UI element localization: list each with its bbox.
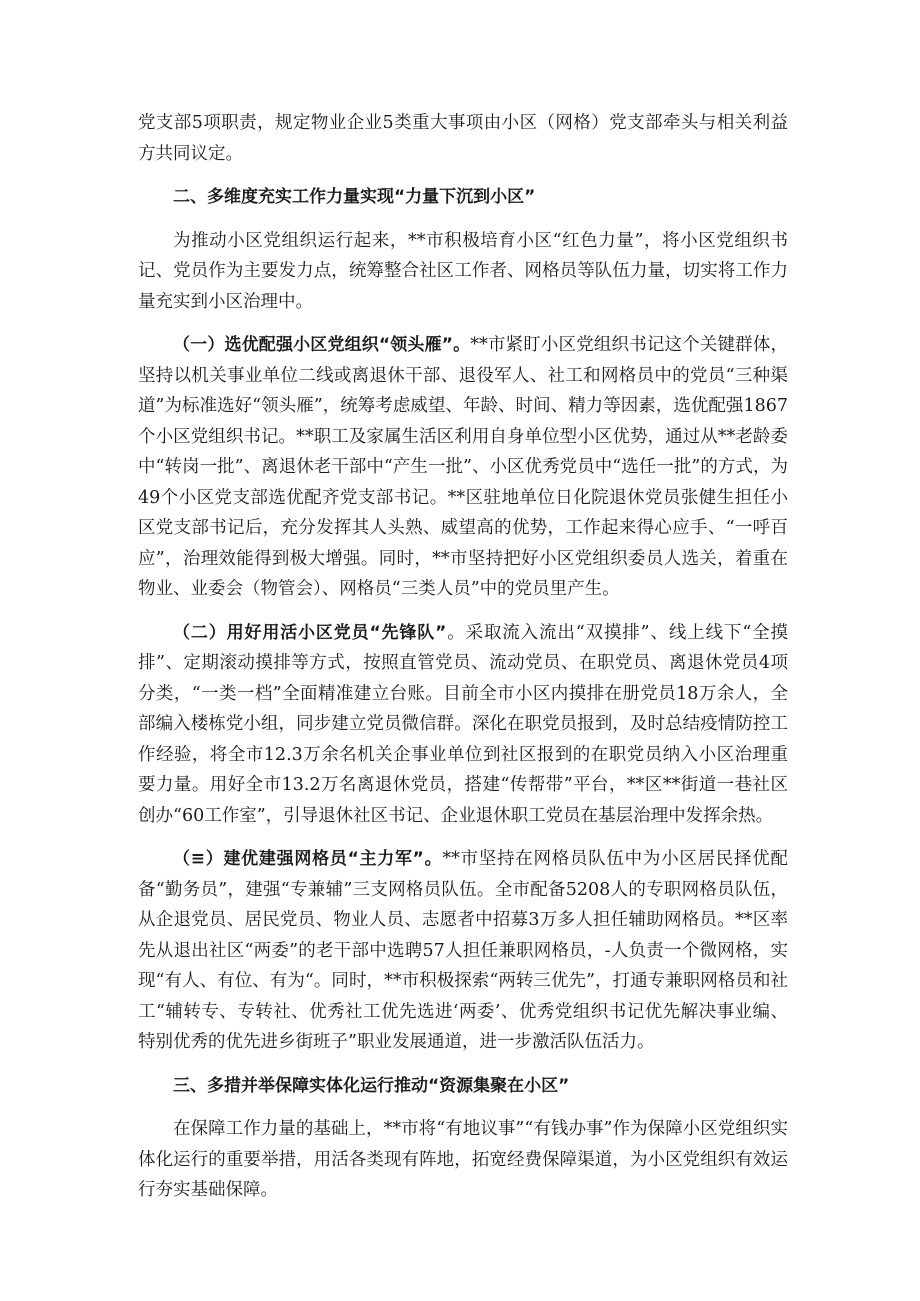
document-body: [138, 108, 788, 1219]
section-heading-3: [138, 1071, 788, 1102]
subsection-title: （一）选优配强小区党组织“领头雁”。: [173, 335, 471, 355]
section-3-intro: [138, 1114, 788, 1206]
subsection-title: （二）用好用活小区党员“先锋队”: [173, 622, 447, 643]
heading-text: 二、多维度充实工作力量实现“力量下沉到小区”: [173, 187, 536, 207]
subsection-body: **市紧盯小区党组织书记这个关键群体，坚持以机关事业单位二线或离退休干部、退役军人、社工和网格员中的党员“三种渠道”为标准选好“领头雁”，统筹考虑威望、年龄、时间、精力等因素，选优配强1867个小区党组织书记。**职工及家属生活区利用自身单位型小区优势，通过从**老龄委中“转岗一批”、离退休老干部中“产生一批”、小区优秀党员中“选任一批”的方式，为49个小区党支部选优配齐党支部书记。**区驻地单位日化院退休党员张健生担任小区党支部书记后，充分发挥其人头熟、威望高的优势，工作起来得心应手、“一呼百应”，治理效能得到极大增强。同时，**市坚持把好小区党组织委员人选关，着重在物业、业委会（物管会）、网格员“三类人员”中的党员里产生。: [138, 335, 788, 599]
subsection-2: [138, 618, 788, 832]
subsection-body: **市坚持在网格员队伍中为小区居民择优配备“勤务员”，建强“专兼辅”三支网格员队伍。全市配备5208人的专职网格员队伍，从企退党员、居民党员、物业人员、志愿者中招募3万多人担任辅助网格员。**区率先从退出社区“两委”的老干部中选聘57人担任兼职网格员，-人负责一个微网格，实现“有人、有位、有为“。同时，**市积极探索“两转三优先”，打通专兼职网格员和社工“辅转专、专转社、优秀社工优先选进‘两委’、优秀党组织书记优先解决事业编、特别优秀的优先进乡街班子”职业发展通道，进一步激活队伍活力。: [138, 849, 788, 1052]
subsection-3: [138, 844, 788, 1058]
continued-paragraph: [138, 108, 788, 169]
paragraph-text: 在保障工作力量的基础上，**市将“有地议事”“有钱办事”作为保障小区党组织实体化运行的重要举措，用活各类现有阵地，拓宽经费保障渠道，为小区党组织有效运行夯实基础保障。: [138, 1119, 788, 1200]
paragraph-text: 党支部5项职责，规定物业企业5类重大事项由小区（网格）党支部牵头与相关利益方共同议定。: [138, 113, 788, 164]
subsection-1: [138, 330, 788, 605]
subsection-body: 。采取流入流出“双摸排”、线上线下“全摸排”、定期滚动摸排等方式，按照直管党员、流动党员、在职党员、离退休党员4项分类，“一类一档”全面精准建立台账。目前全市小区内摸排在册党员18万余人，全部编入楼栋党小组，同步建立党员微信群。深化在职党员报到，及时总结疫情防控工作经验，将全市12.3万余名机关企事业单位到社区报到的在职党员纳入小区治理重要力量。用好全市13.2万名离退休党员，搭建“传帮带”平台，**区**街道一巷社区创办“60工作室”，引导退休社区书记、企业退休职工党员在基层治理中发挥余热。: [138, 622, 788, 826]
paragraph-text: 为推动小区党组织运行起来，**市积极培育小区“红色力量”，将小区党组织书记、党员作为主要发力点，统筹整合社区工作者、网格员等队伍力量，切实将工作力量充实到小区治理中。: [138, 230, 788, 312]
section-2-intro: [138, 226, 788, 318]
subsection-title: （≡）建优建强网格员“主力军”。: [173, 849, 443, 869]
heading-text: 三、多措并举保障实体化运行推动“资源集聚在小区”: [173, 1075, 570, 1096]
section-heading-2: [138, 182, 788, 213]
